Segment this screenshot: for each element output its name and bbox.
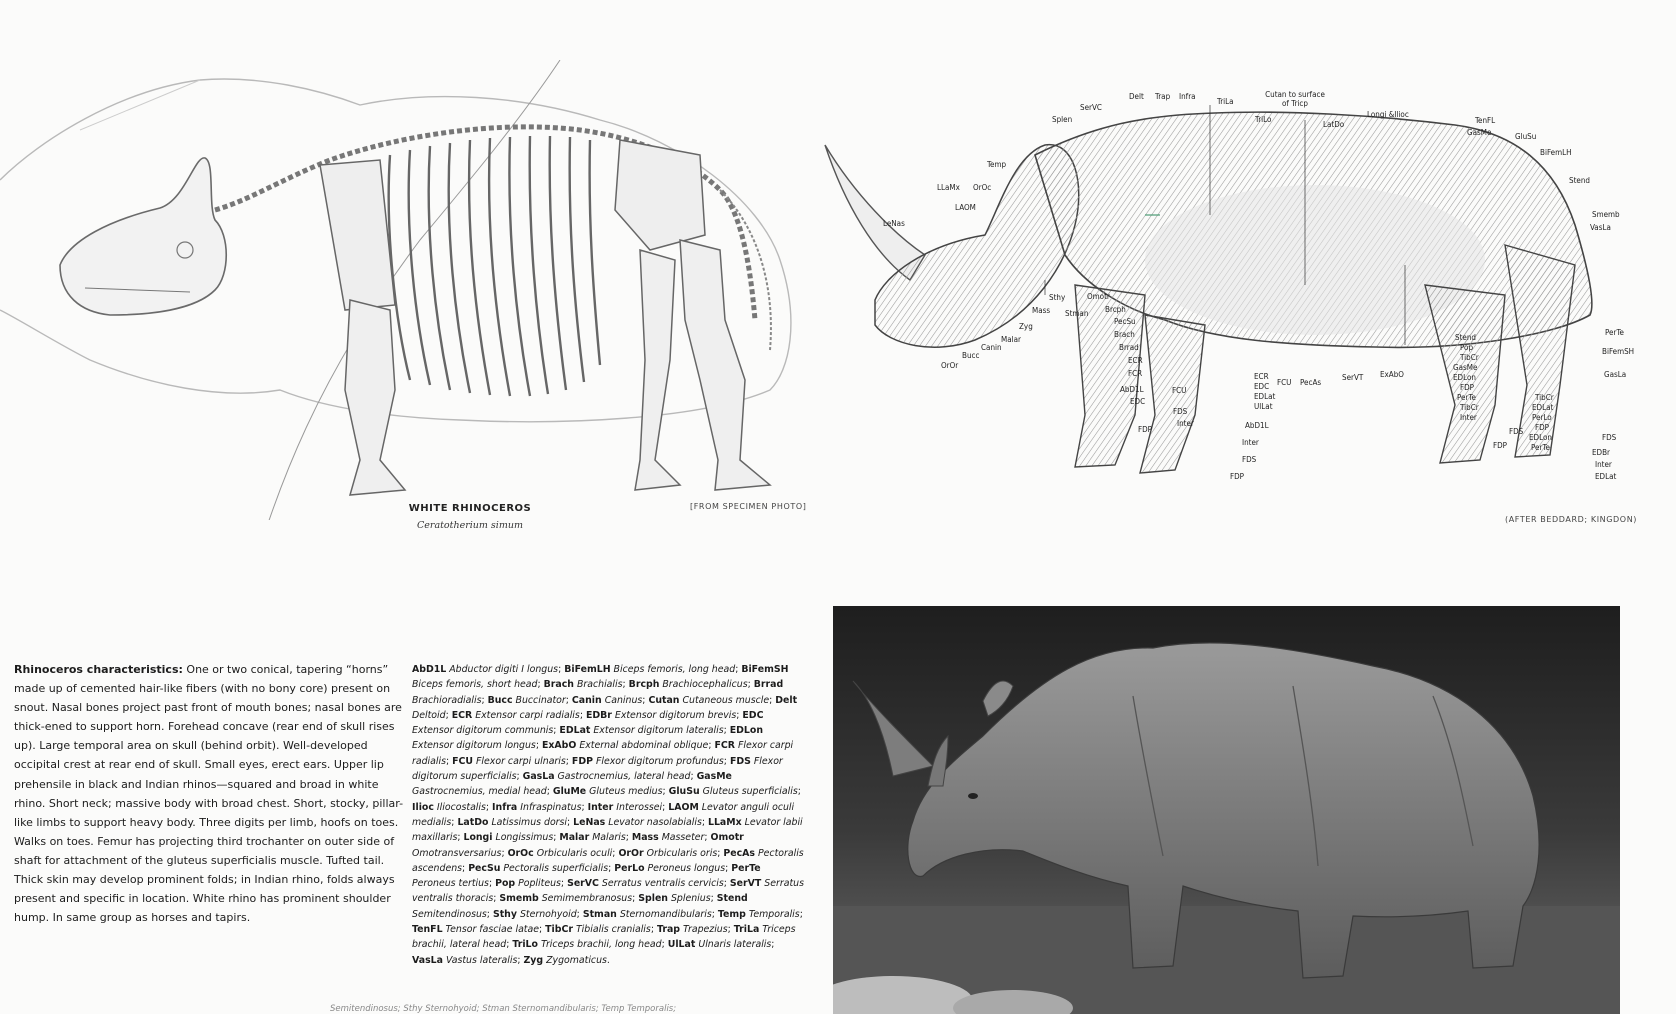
key-abbreviation: UlLat [667, 939, 696, 951]
key-abbreviation: Stman [582, 908, 617, 920]
key-full-name: Gluteus superficialis [702, 786, 798, 798]
muscle-label: PerTe [1531, 443, 1550, 452]
key-abbreviation: Brrad [753, 679, 784, 691]
muscle-label: Longi &Ilioc [1367, 110, 1409, 119]
key-full-name: Tensor fasciae latae [445, 924, 539, 936]
key-full-name: Brachiocephalicus [662, 679, 748, 691]
key-abbreviation: SerVT [729, 878, 762, 890]
key-abbreviation: TriLa [733, 924, 760, 936]
muscle-label: FDP [1493, 441, 1508, 450]
muscle-label: EDBr [1592, 448, 1610, 457]
key-abbreviation: Omotr [710, 832, 744, 844]
muscle-label: ECR [1128, 356, 1143, 365]
key-abbreviation: Infra [492, 801, 518, 813]
muscle-label: Inter [1177, 419, 1194, 428]
key-abbreviation: LLaMx [707, 816, 742, 828]
key-full-name: External abdominal oblique [579, 740, 709, 752]
key-abbreviation: LAOM [668, 801, 699, 813]
muscle-label: GasLa [1604, 370, 1627, 379]
key-full-name: Levator anguli oculi medialis [412, 801, 795, 828]
muscle-label: Malar [1001, 335, 1021, 344]
muscle-label: Stman [1065, 309, 1089, 318]
muscle-label: Sthy [1049, 293, 1066, 302]
key-full-name: Splenius [670, 893, 711, 905]
muscle-label: Canin [981, 343, 1002, 352]
key-abbreviation: EDLat [559, 725, 591, 737]
muscle-label: OrOr [941, 361, 959, 370]
key-abbreviation: Splen [638, 893, 668, 905]
muscle-label: BiFemLH [1540, 148, 1572, 157]
characteristics-body: One or two conical, tapering “horns” made up of cemented hair-like fibers (with no bony core) present on snout. Nasal bones project past front of mouth bones; nasal bones are thick-ened to support horn. Forehead concave (rear end of skull rises up). Large temporal area on skull (behind orbit). Well-developed occipital crest at rear end of skull. Small eyes, erect ears. Upper lip prehensile in black and Indian rhinos—squared and broad in white rhino. Short neck; massive body with broad chest. Short, stocky, pillar-like limbs to support heavy body. Three digits per limb, hoofs on toes. Walks on toes. Femur has projecting third trochanter on outer side of shaft for attachment of the gluteus superficialis muscle. Tufted tail. Thick skin may develop prominent folds; in Indian rhino, folds always present and specific in location. White rhino has prominent shoulder hump. In same group as horses and tapirs. [14, 663, 404, 925]
key-full-name: Tibialis cranialis [575, 924, 651, 936]
key-abbreviation: Pop [495, 878, 516, 890]
key-full-name: Extensor carpi radialis [475, 709, 580, 721]
key-abbreviation: PerLo [614, 862, 645, 874]
key-full-name: Flexor carpi radialis [412, 740, 794, 767]
key-full-name: Infraspinatus [520, 801, 582, 813]
muscle-label: Delt [1129, 92, 1144, 101]
key-full-name: Extensor digitorum brevis [614, 709, 737, 721]
key-abbreviation: EDBr [585, 709, 612, 721]
key-full-name: Extensor digitorum communis [412, 725, 554, 737]
key-abbreviation: Cutan [648, 694, 680, 706]
muscle-label: Smemb [1592, 210, 1620, 219]
key-full-name: Zygomaticus [546, 954, 607, 966]
muscle-label: Inter [1242, 438, 1259, 447]
key-full-name: Pectoralis ascendens [412, 847, 804, 874]
muscle-label: TibCr [1535, 393, 1554, 402]
key-full-name: Levator nasolabialis [608, 816, 702, 828]
key-abbreviation: AbD1L [412, 664, 447, 675]
key-full-name: Peroneus longus [647, 862, 726, 874]
muscle-label: Cutan to surface of Tricp [1265, 90, 1325, 108]
key-full-name: Iliocostalis [436, 801, 486, 813]
muscle-label: FCR [1128, 369, 1143, 378]
muscle-label: FDP [1230, 472, 1245, 481]
key-full-name: Longissimus [495, 832, 554, 844]
muscle-label: SerVT [1342, 373, 1364, 382]
key-full-name: Deltoid [412, 709, 446, 721]
muscle-label: FDS [1602, 433, 1617, 442]
key-abbreviation: OrOc [507, 847, 534, 859]
key-full-name: Biceps femoris, long head [613, 664, 736, 675]
key-full-name: Orbicularis oculi [536, 847, 613, 859]
key-full-name: Peroneus tertius [412, 878, 489, 890]
key-abbreviation: GluMe [552, 786, 587, 798]
muscle-label: GluSu [1515, 132, 1537, 141]
key-abbreviation: Mass [631, 832, 659, 844]
muscle-label: EDC [1254, 382, 1270, 391]
muscle-label: LatDo [1323, 120, 1345, 129]
key-abbreviation: ExAbO [541, 740, 577, 752]
key-abbreviation: LatDo [457, 816, 489, 828]
muscle-label: Pop [1460, 343, 1474, 352]
muscle-label: FDS [1173, 407, 1188, 416]
key-abbreviation: SerVC [567, 878, 599, 890]
key-full-name: Masseter [661, 832, 705, 844]
key-full-name: Temporalis [748, 908, 800, 920]
key-abbreviation: FCR [714, 740, 735, 752]
key-full-name: Levator labii maxillaris [412, 816, 803, 844]
muscle-label: Infra [1179, 92, 1196, 101]
muscle-label: Stend [1569, 176, 1590, 185]
key-full-name: Abductor digiti I longus [449, 664, 559, 675]
muscle-label: UlLat [1254, 402, 1273, 411]
key-abbreviation: TibCr [545, 924, 573, 936]
muscle-label: PerTe [1457, 393, 1476, 402]
key-full-name: Cutaneous muscle [682, 694, 770, 706]
muscle-label: TriLo [1255, 115, 1272, 124]
key-full-name: Semimembranosus [541, 893, 633, 905]
key-abbreviation: GluSu [668, 786, 700, 798]
muscle-label: OrOc [973, 183, 992, 192]
key-abbreviation: OrOr [618, 847, 644, 859]
key-full-name: Extensor digitorum longus [412, 740, 536, 752]
muscle-label: Brcph [1105, 305, 1126, 314]
muscle-label: AbD1L [1120, 385, 1144, 394]
key-full-name: Flexor digitorum profundus [595, 755, 724, 767]
muscle-label: Mass [1032, 306, 1051, 315]
characteristics-paragraph [14, 660, 404, 927]
key-full-name: Orbicularis oris [646, 847, 718, 859]
key-full-name: Interossei [616, 801, 663, 813]
key-abbreviation: FDS [729, 755, 751, 767]
key-full-name: Trapezius [682, 924, 728, 936]
key-abbreviation: VasLa [412, 954, 443, 966]
muscle-illustration [815, 85, 1665, 505]
muscle-label: PerLo [1532, 413, 1552, 422]
key-full-name: Gluteus medius [589, 786, 663, 798]
muscle-label: PecSu [1114, 317, 1136, 326]
key-abbreviation: FDP [571, 755, 593, 767]
muscle-label: Brrad [1119, 343, 1139, 352]
key-full-name: Brachialis [576, 679, 623, 691]
key-full-name: Flexor carpi ulnaris [476, 755, 566, 767]
key-abbreviation: PecSu [468, 862, 501, 874]
muscle-label: SerVC [1080, 103, 1102, 112]
muscle-label: Splen [1052, 115, 1073, 124]
key-full-name: Latissimus dorsi [491, 816, 568, 828]
muscle-label: LAOM [955, 203, 976, 212]
key-full-name: Pectoralis superficialis [503, 862, 609, 874]
key-full-name: Gastrocnemius, lateral head [557, 771, 691, 783]
muscle-label: Trap [1155, 92, 1171, 101]
muscle-credit: (AFTER BEDDARD; KINGDON) [1505, 515, 1638, 524]
key-abbreviation: Trap [656, 924, 680, 936]
key-abbreviation: Malar [559, 832, 590, 844]
key-full-name: Flexor digitorum superficialis [412, 755, 783, 783]
key-abbreviation: GasMe [696, 771, 732, 783]
key-full-name: Buccinator [515, 694, 566, 706]
muscle-label: ExAbO [1380, 370, 1404, 379]
key-abbreviation: Stend [716, 893, 748, 905]
abbreviation-key: AbD1L Abductor digiti I longus; BiFemLH Biceps femoris, long head; BiFemSH Biceps femoris, short head; Brach Brachialis; Brcph Brachiocephalicus; Brrad Brachioradialis; Bucc Buccinator; Canin Caninus; Cutan Cutaneous muscle; Delt Deltoid; ECR Extensor carpi radialis; EDBr Extensor digitorum brevis; EDC Extensor digitorum communis; EDLat Extensor digitorum lateralis; EDLon Extensor digitorum longus; ExAbO External abdominal oblique; FCR Flexor carpi radialis; FCU Flexor carpi ulnaris; FDP Flexor digitorum profundus; FDS Flexor digitorum superficialis; GasLa Gastrocnemius, lateral head; GasMe Gastrocnemius, medial head; GluMe Gluteus medius; GluSu Gluteus superficialis; Ilioc Iliocostalis; Infra Infraspinatus; Inter Interossei; LAOM Levator anguli oculi medialis; LatDo Latissimus dorsi; LeNas Levator nasolabialis; LLaMx Levator labii maxillaris; Longi Longissimus; Malar Malaris; Mass Masseter; Omotr Omotransversarius; OrOc Orbicularis oculi; OrOr Orbicularis oris; PecAs Pectoralis ascendens; PecSu Pectoralis superficialis; PerLo Peroneus longus; PerTe Peroneus tertius; Pop Popliteus; SerVC Serratus ventralis cervicis; SerVT Serratus ventralis thoracis; Smemb Semimembranosus; Splen Splenius; Stend Semitendinosus; Sthy Sternohyoid; Stman Sternomandibularis; Temp Temporalis; TenFL Tensor fasciae latae; TibCr Tibialis cranialis; Trap Trapezius; TriLa Triceps brachii, lateral head; TriLo Triceps brachii, long head; UlLat Ulnaris lateralis; VasLa Vastus lateralis; Zyg Zygomaticus. [412, 664, 804, 966]
key-full-name: Omotransversarius [412, 847, 502, 859]
muscle-label: PerTe [1605, 328, 1624, 337]
muscle-label: Inter [1595, 460, 1612, 469]
muscle-label: Inter [1460, 413, 1477, 422]
key-full-name: Brachioradialis [412, 694, 482, 706]
muscle-label: FCU [1172, 386, 1187, 395]
key-full-name: Semitendinosus [412, 908, 487, 920]
bottom-text-fragment: Semitendinosus; Sthy Sternohyoid; Stman Sternomandibularis; Temp Temporalis; [330, 1004, 677, 1014]
muscle-label: PecAs [1300, 378, 1322, 387]
muscle-label: GasMe [1467, 128, 1492, 137]
muscle-label: Zyg [1019, 322, 1033, 331]
skeleton-title: WHITE RHINOCEROS [408, 503, 532, 514]
key-abbreviation: Brcph [628, 679, 660, 691]
key-full-name: Sternomandibularis [619, 908, 712, 920]
muscle-label: TriLa [1217, 97, 1234, 106]
key-full-name: Biceps femoris, short head [412, 679, 538, 691]
key-abbreviation: Temp [717, 908, 746, 920]
muscle-label: EDLon [1453, 373, 1476, 382]
key-abbreviation: Zyg [523, 954, 544, 966]
muscle-label: Omotr [1087, 292, 1110, 301]
muscle-label: LeNas [883, 219, 905, 228]
muscle-label: Brach [1114, 330, 1135, 339]
muscle-label: Bucc [962, 351, 980, 360]
key-abbreviation: Sthy [492, 908, 517, 920]
key-abbreviation: Brach [543, 679, 574, 691]
muscle-label: ECR [1254, 372, 1269, 381]
key-abbreviation: GasLa [522, 771, 555, 783]
key-abbreviation: BiFemLH [564, 664, 611, 675]
muscle-label: FDP [1138, 425, 1153, 434]
key-full-name: Serratus ventralis cervicis [601, 878, 724, 890]
skeleton-illustration [0, 60, 820, 520]
characteristics-heading: Rhinoceros characteristics: [14, 663, 183, 676]
key-abbreviation: TenFL [412, 924, 443, 936]
key-full-name: Vastus lateralis [445, 954, 518, 966]
key-full-name: Malaris [592, 832, 626, 844]
key-abbreviation: ECR [451, 709, 473, 721]
key-abbreviation: Ilioc [412, 801, 434, 813]
muscle-label: LLaMx [937, 183, 960, 192]
muscle-label: Temp [987, 160, 1007, 169]
key-abbreviation: EDC [742, 709, 764, 721]
muscle-label: FDP [1535, 423, 1550, 432]
key-abbreviation: Inter [587, 801, 614, 813]
muscle-label: AbD1L [1245, 421, 1269, 430]
key-abbreviation: PerTe [731, 862, 761, 874]
muscle-label: EDC [1130, 397, 1146, 406]
muscle-label: FDS [1242, 455, 1257, 464]
key-abbreviation: Longi [463, 832, 493, 844]
rhino-photograph [833, 606, 1620, 1014]
skeleton-credit: [FROM SPECIMEN PHOTO] [690, 502, 807, 511]
key-abbreviation: Delt [775, 694, 798, 706]
skeleton-species: Ceratotherium simum [417, 520, 523, 531]
muscle-label: FDP [1460, 383, 1475, 392]
key-full-name: Caninus [604, 694, 643, 706]
key-abbreviation: FCU [452, 755, 474, 767]
key-abbreviation: Smemb [499, 893, 539, 905]
key-abbreviation: Bucc [487, 694, 513, 706]
muscle-label: FCU [1277, 378, 1292, 387]
muscle-label: BiFemSH [1602, 347, 1635, 356]
key-full-name: Gastrocnemius, medial head [412, 786, 547, 798]
muscle-label: EDLon [1529, 433, 1552, 442]
key-full-name: Ulnaris lateralis [698, 939, 772, 951]
key-full-name: Triceps brachii, long head [540, 939, 662, 951]
muscle-label: TibCr [1460, 403, 1479, 412]
key-abbreviation: PecAs [723, 847, 756, 859]
key-abbreviation: Canin [571, 694, 602, 706]
key-full-name: Triceps brachii, lateral head [412, 924, 796, 951]
muscle-label: TibCr [1460, 353, 1479, 362]
muscle-label: EDLat [1595, 472, 1617, 481]
key-abbreviation: BiFemSH [741, 664, 789, 675]
key-abbreviation: TriLo [512, 939, 538, 951]
muscle-label: Stend [1455, 333, 1476, 342]
key-abbreviation: LeNas [573, 816, 606, 828]
key-full-name: Sternohyoid [519, 908, 577, 920]
key-full-name: Popliteus [518, 878, 561, 890]
key-abbreviation: EDLon [729, 725, 764, 737]
muscle-label: VasLa [1590, 223, 1611, 232]
muscle-label: GasMe [1453, 363, 1478, 372]
key-full-name: Serratus ventralis thoracis [412, 878, 804, 905]
muscle-label: EDLat [1532, 403, 1554, 412]
muscle-label: FDS [1509, 427, 1524, 436]
key-full-name: Extensor digitorum lateralis [593, 725, 724, 737]
muscle-label: TenFL [1475, 116, 1496, 125]
muscle-label: EDLat [1254, 392, 1276, 401]
